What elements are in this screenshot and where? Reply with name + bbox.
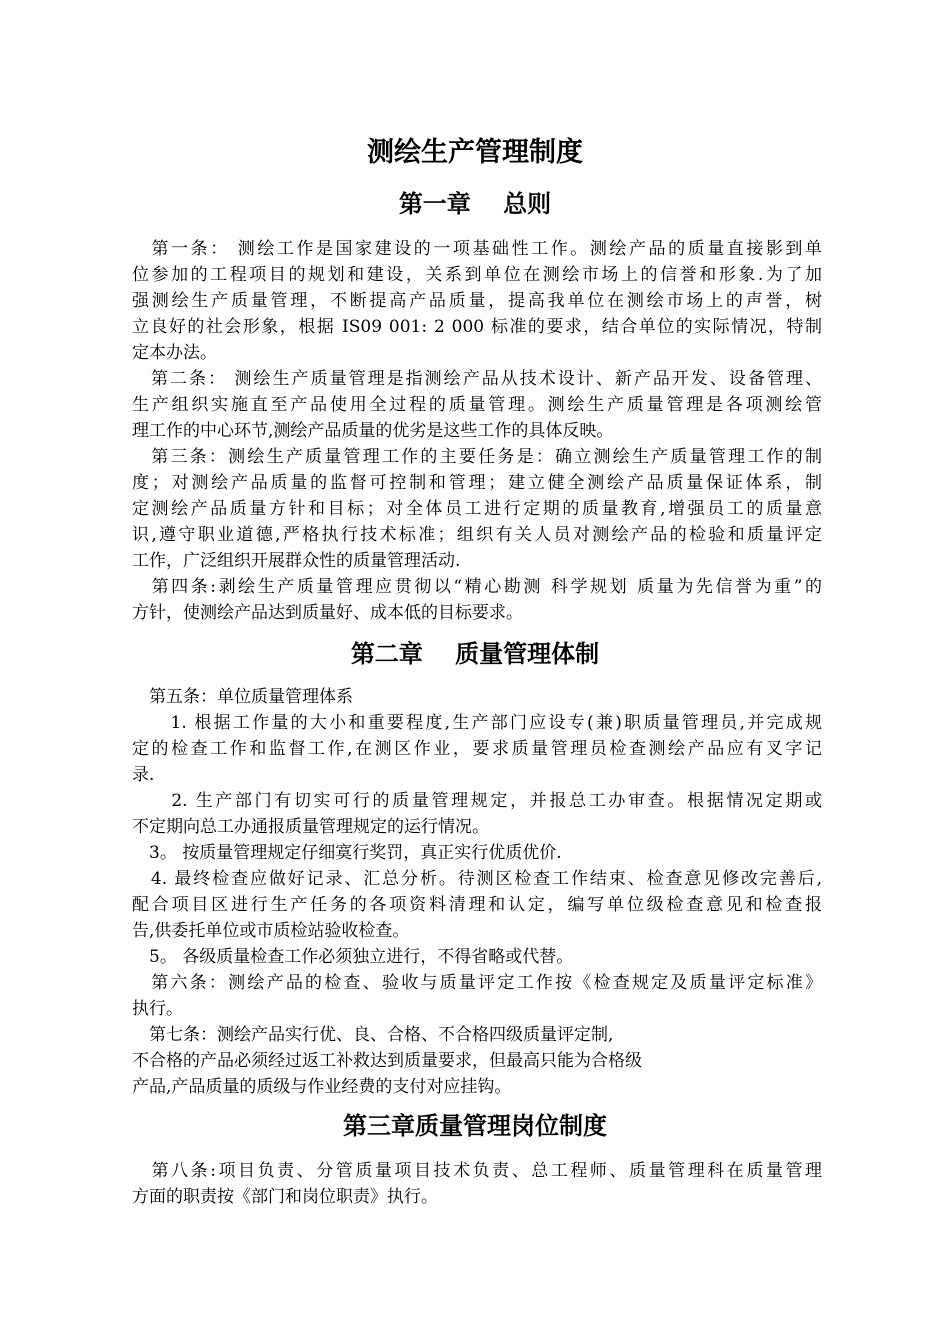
article-2-line: 生产组织实施直至产品使用全过程的质量管理。测绘生产质量管理是各项测绘管 (132, 395, 822, 415)
article-2-line: 理工作的中心环节,测绘产品质量的优劣是这些工作的具体反映。 (132, 421, 614, 441)
article-8-line: 方面的职责按《部门和岗位职责》执行。 (132, 1187, 438, 1207)
chapter-3-heading: 第三章质量管理岗位制度 (343, 1112, 607, 1140)
article-8-line: 第八条:项目负责、分管质量项目技术负责、总工程师、质量管理科在质量管理 (132, 1161, 822, 1181)
article-3-line: 度；对测绘产品质量的监督可控制和管理；建立健全测绘产品质量保证体系，制 (132, 473, 822, 493)
article-1-line: 第一条： 测绘工作是国家建设的一项基础性工作。测绘产品的质量直接影到单 (132, 239, 822, 259)
article-5-item-4-line: 配合项目区进行生产任务的各项资料清理和认定，编写单位级检查意见和检查报 (132, 895, 822, 915)
document-title: 测绘生产管理制度 (367, 137, 583, 168)
article-5-item-4-line: 告,供委托单位或市质检站验收检查。 (132, 921, 410, 941)
article-1-line: 定本办法。 (132, 343, 217, 363)
article-5-item-5-line: 5。 各级质量检查工作必须独立进行，不得省略或代替。 (132, 947, 574, 967)
article-5-item-1-line: 录. (132, 765, 155, 785)
article-3-line: 定测绘产品质量方针和目标；对全体员工进行定期的质量教育,增强员工的质量意 (132, 499, 822, 519)
article-1-line: 强测绘生产质量管理，不断提高产品质量，提高我单位在测绘市场上的声誉，树 (132, 291, 822, 311)
article-1-line: 位参加的工程项目的规划和建设，关系到单位在测绘市场上的信誉和形象.为了加 (132, 265, 822, 285)
article-5-item-2-line: 2. 生产部门有切实可行的质量管理规定，并报总工办审查。根据情况定期或 (132, 791, 822, 811)
article-3-line: 识,遵守职业道德,严格执行技术标准；组织有关人员对测绘产品的检验和质量评定 (132, 525, 822, 545)
chapter-2-heading: 第二章 质量管理体制 (350, 640, 600, 668)
article-2-line: 第二条： 测绘生产质量管理是指测绘产品从技术设计、新产品开发、设备管理、 (132, 369, 822, 389)
chapter-1-heading: 第一章 总则 (398, 190, 552, 218)
article-6-line: 执行。 (132, 999, 183, 1019)
article-6-line: 第六条：测绘产品的检查、验收与质量评定工作按《检查规定及质量评定标准》 (132, 973, 822, 993)
article-5-item-1-line: 定的检查工作和监督工作,在测区作业，要求质量管理员检查测绘产品应有叉字记 (132, 739, 822, 759)
article-5-line: 第五条：单位质量管理体系 (132, 687, 353, 707)
article-7-line: 产品,产品质量的质级与作业经费的支付对应挂钩。 (132, 1077, 512, 1097)
article-3-line: 工作，广泛组织开展群众性的质量管理活动. (132, 551, 461, 571)
article-4-line: 方针，使测绘产品达到质量好、成本低的目标要求。 (132, 603, 523, 623)
article-7-line: 不合格的产品必须经过返工补救达到质量要求，但最高只能为合格级 (132, 1051, 642, 1071)
article-4-line: 第四条:剥绘生产质量管理应贯彻以“精心勘测 科学规划 质量为先信誉为重”的 (132, 577, 822, 597)
article-5-item-3-line: 3。 按质量管理规定仔细寞行奖罚，真正实行优质优价. (132, 843, 562, 863)
article-5-item-2-line: 不定期向总工办通报质量管理规定的运行情况。 (132, 817, 489, 837)
article-3-line: 第三条：测绘生产质量管理工作的主要任务是：确立测绘生产质量管理工作的制 (132, 447, 822, 467)
article-1-line: 立良好的社会形象，根据 IS09 001: 2 000 标准的要求，结合单位的实际情况，特制 (132, 317, 822, 337)
article-5-item-1-line: 1. 根据工作量的大小和重要程度,生产部门应设专(兼)职质量管理员,并完成规 (132, 713, 822, 733)
article-5-item-4-line: 4. 最终检查应做好记录、汇总分析。待测区检查工作结束、检查意见修改完善后, (132, 869, 822, 889)
article-7-line: 第七条：测绘产品实行优、良、合格、不合格四级质量评定制, (132, 1025, 614, 1045)
